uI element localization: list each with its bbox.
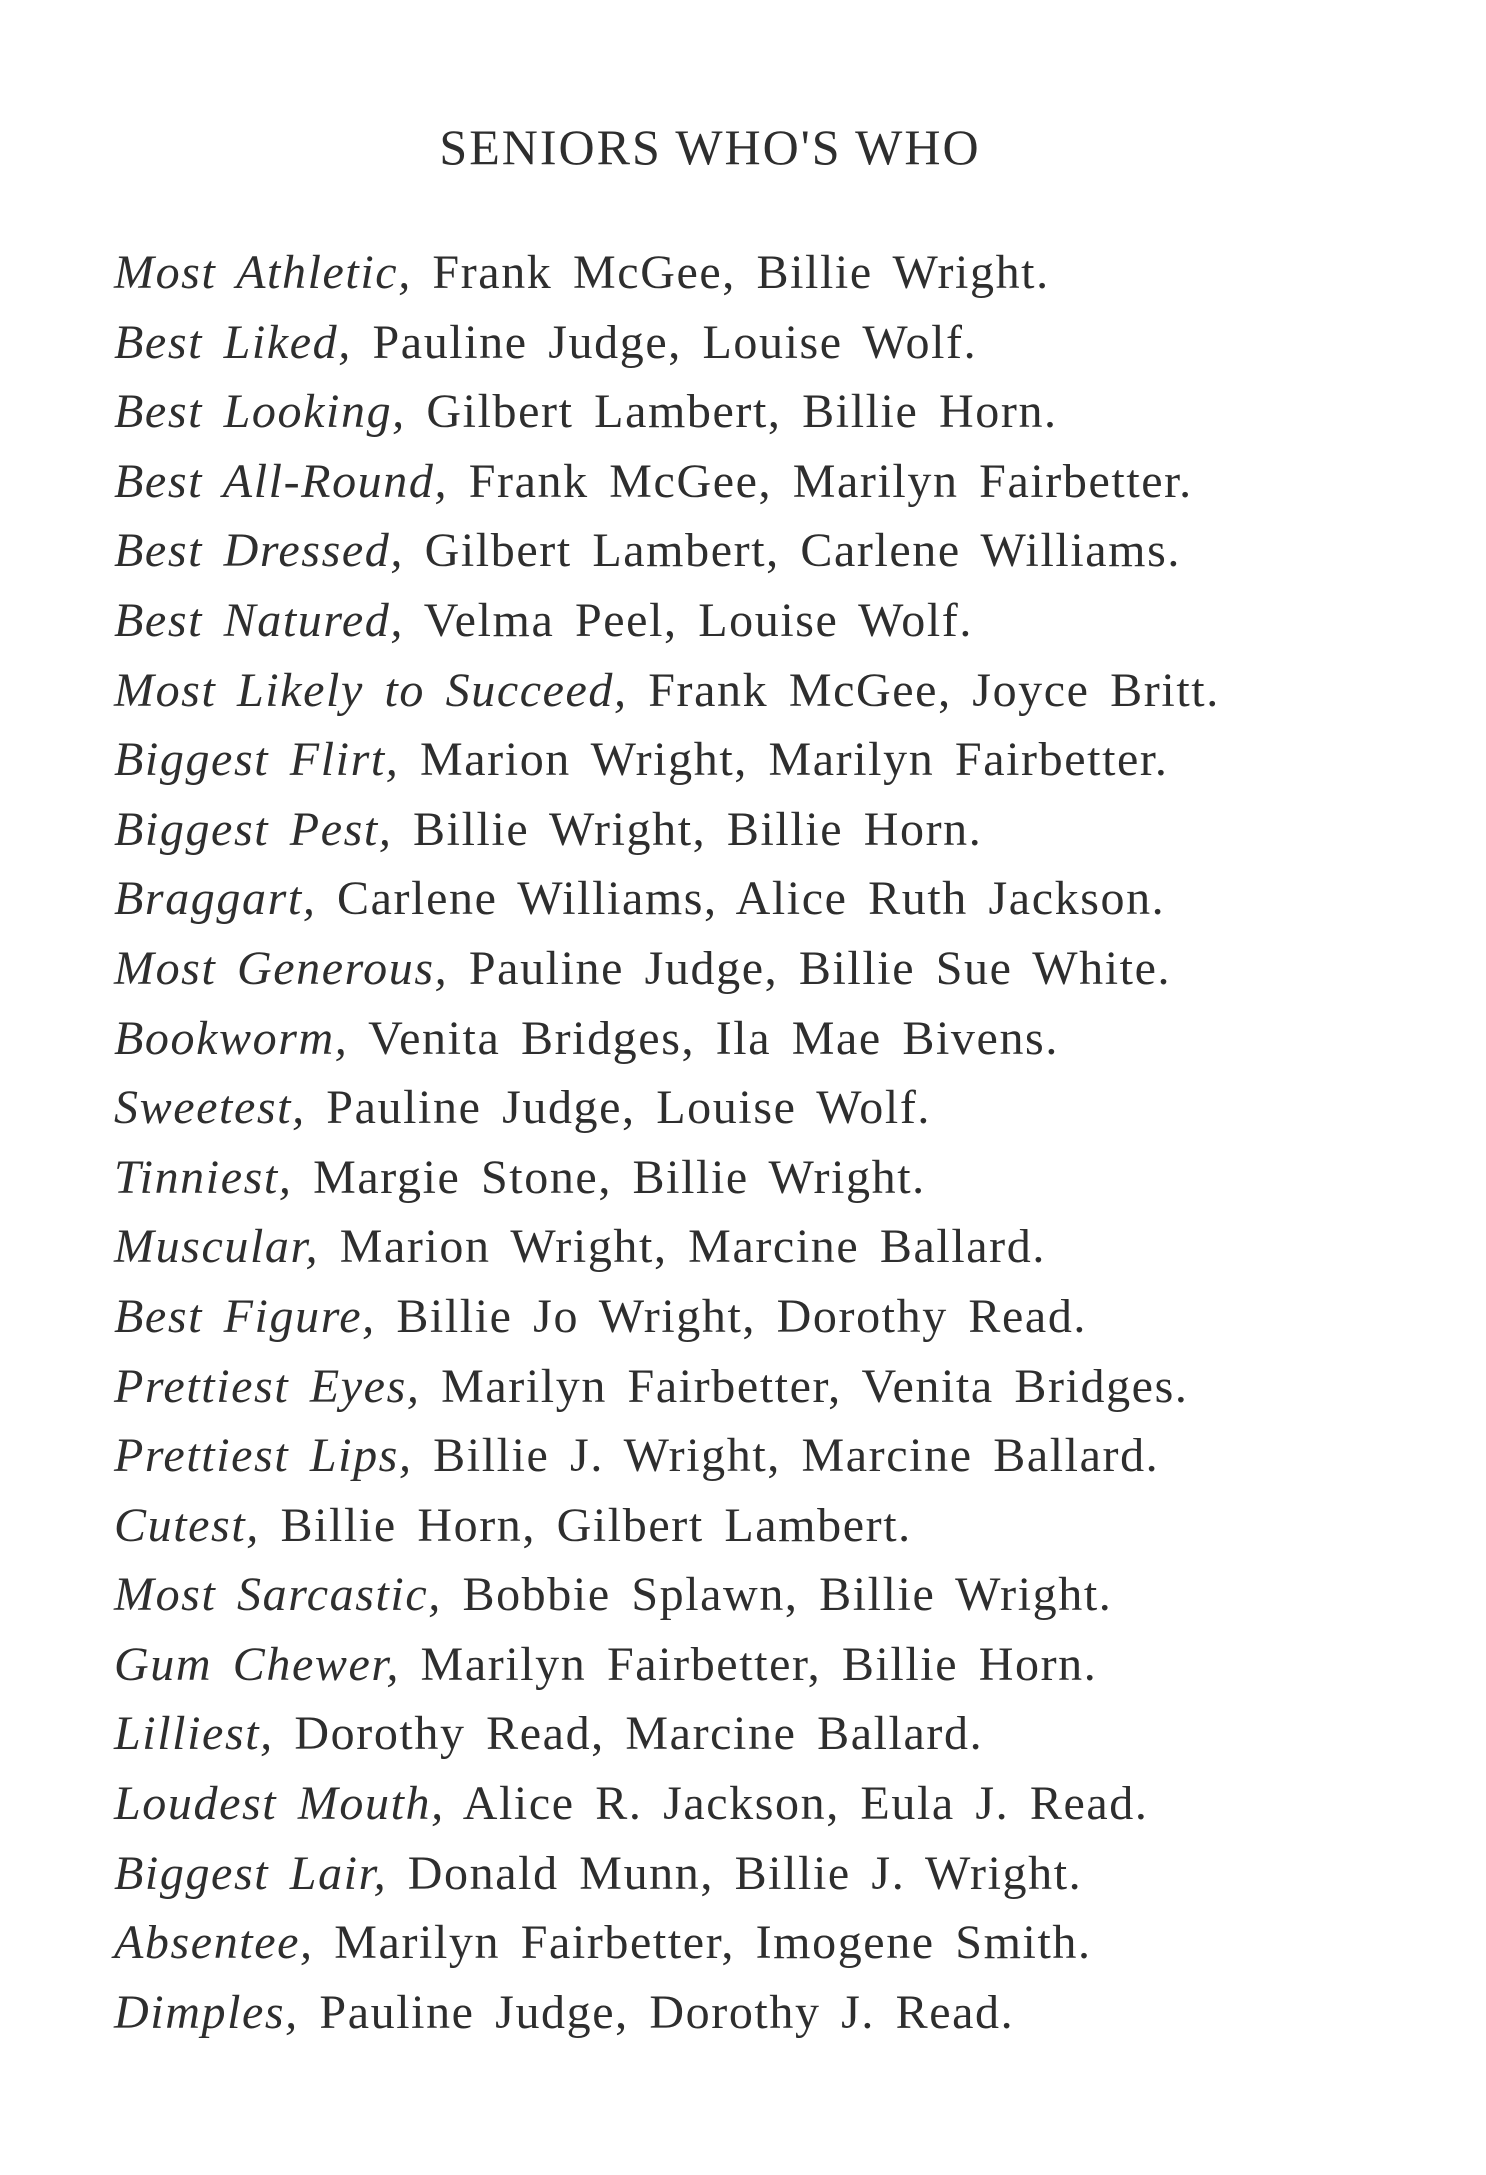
award-entry bbox=[114, 1421, 1414, 1491]
award-category: Biggest Flirt, bbox=[114, 733, 400, 787]
award-names: Alice R. Jackson, Eula J. Read. bbox=[462, 1777, 1149, 1831]
award-names: Marion Wright, Marcine Ballard. bbox=[339, 1220, 1046, 1274]
page-title: SENIORS WHO'S WHO bbox=[439, 119, 981, 175]
award-entry bbox=[114, 1560, 1414, 1630]
award-entry bbox=[114, 1073, 1414, 1143]
award-names: Billie Jo Wright, Dorothy Read. bbox=[396, 1289, 1088, 1343]
award-category: Cutest, bbox=[114, 1498, 260, 1552]
award-entry bbox=[114, 308, 1414, 378]
award-category: Absentee, bbox=[114, 1916, 314, 1970]
award-names: Pauline Judge, Louise Wolf. bbox=[326, 1081, 932, 1135]
award-names: Billie J. Wright, Marcine Ballard. bbox=[433, 1429, 1160, 1483]
award-names: Margie Stone, Billie Wright. bbox=[313, 1150, 926, 1204]
award-names: Bobbie Splawn, Billie Wright. bbox=[462, 1568, 1113, 1622]
award-category: Loudest Mouth, bbox=[114, 1777, 445, 1831]
award-list bbox=[114, 238, 1414, 2047]
award-entry bbox=[114, 1143, 1414, 1213]
award-names: Venita Bridges, Ila Mae Bivens. bbox=[368, 1011, 1059, 1065]
award-names: Marilyn Fairbetter, Billie Horn. bbox=[420, 1637, 1098, 1691]
award-entry bbox=[114, 934, 1414, 1004]
award-entry bbox=[114, 1282, 1414, 1352]
award-category: Best Dressed, bbox=[114, 524, 404, 578]
award-category: Best Liked, bbox=[114, 315, 352, 369]
award-entry bbox=[114, 725, 1414, 795]
award-category: Biggest Pest, bbox=[114, 802, 393, 856]
award-entry bbox=[114, 795, 1414, 865]
award-entry bbox=[114, 1212, 1414, 1282]
award-entry bbox=[114, 238, 1414, 308]
award-names: Marilyn Fairbetter, Venita Bridges. bbox=[441, 1359, 1189, 1413]
award-category: Gum Chewer, bbox=[114, 1637, 400, 1691]
award-entry bbox=[114, 1491, 1414, 1561]
award-category: Tinniest, bbox=[114, 1150, 293, 1204]
award-entry bbox=[114, 1978, 1414, 2048]
award-category: Sweetest, bbox=[114, 1081, 306, 1135]
award-names: Billie Horn, Gilbert Lambert. bbox=[280, 1498, 912, 1552]
award-category: Bookworm, bbox=[114, 1011, 349, 1065]
award-category: Best Looking, bbox=[114, 385, 406, 439]
award-entry bbox=[114, 1769, 1414, 1839]
award-category: Best Natured, bbox=[114, 593, 404, 647]
award-category: Best Figure, bbox=[114, 1289, 376, 1343]
award-entry bbox=[114, 447, 1414, 517]
award-category: Most Likely to Succeed, bbox=[114, 663, 628, 717]
award-names: Marion Wright, Marilyn Fairbetter. bbox=[420, 733, 1169, 787]
award-names: Pauline Judge, Dorothy J. Read. bbox=[319, 1985, 1015, 2039]
award-entry bbox=[114, 1699, 1414, 1769]
award-entry bbox=[114, 1352, 1414, 1422]
award-category: Most Generous, bbox=[114, 941, 449, 995]
award-entry bbox=[114, 1908, 1414, 1978]
award-entry bbox=[114, 586, 1414, 656]
award-names: Marilyn Fairbetter, Imogene Smith. bbox=[334, 1916, 1092, 1970]
award-entry bbox=[114, 1004, 1414, 1074]
award-category: Lilliest, bbox=[114, 1707, 274, 1761]
award-names: Frank McGee, Marilyn Fairbetter. bbox=[468, 454, 1193, 508]
award-names: Gilbert Lambert, Carlene Williams. bbox=[424, 524, 1181, 578]
award-entry bbox=[114, 377, 1414, 447]
award-names: Billie Wright, Billie Horn. bbox=[413, 802, 983, 856]
award-entry bbox=[114, 1839, 1414, 1909]
award-category: Muscular, bbox=[114, 1220, 320, 1274]
award-category: Dimples, bbox=[114, 1985, 299, 2039]
award-category: Best All-Round, bbox=[114, 454, 449, 508]
award-names: Donald Munn, Billie J. Wright. bbox=[407, 1846, 1083, 1900]
award-category: Braggart, bbox=[114, 872, 317, 926]
award-names: Velma Peel, Louise Wolf. bbox=[423, 593, 973, 647]
award-category: Biggest Lair, bbox=[114, 1846, 388, 1900]
award-names: Carlene Williams, Alice Ruth Jackson. bbox=[337, 872, 1166, 926]
award-entry bbox=[114, 516, 1414, 586]
award-names: Gilbert Lambert, Billie Horn. bbox=[426, 385, 1058, 439]
award-category: Prettiest Lips, bbox=[114, 1429, 413, 1483]
award-category: Prettiest Eyes, bbox=[114, 1359, 421, 1413]
award-entry bbox=[114, 864, 1414, 934]
award-names: Dorothy Read, Marcine Ballard. bbox=[294, 1707, 984, 1761]
award-names: Pauline Judge, Louise Wolf. bbox=[372, 315, 978, 369]
award-names: Pauline Judge, Billie Sue White. bbox=[468, 941, 1172, 995]
award-entry bbox=[114, 656, 1414, 726]
award-entry bbox=[114, 1630, 1414, 1700]
award-names: Frank McGee, Joyce Britt. bbox=[648, 663, 1220, 717]
award-category: Most Athletic, bbox=[114, 246, 412, 299]
award-category: Most Sarcastic, bbox=[114, 1568, 442, 1622]
award-names: Frank McGee, Billie Wright. bbox=[432, 246, 1050, 299]
